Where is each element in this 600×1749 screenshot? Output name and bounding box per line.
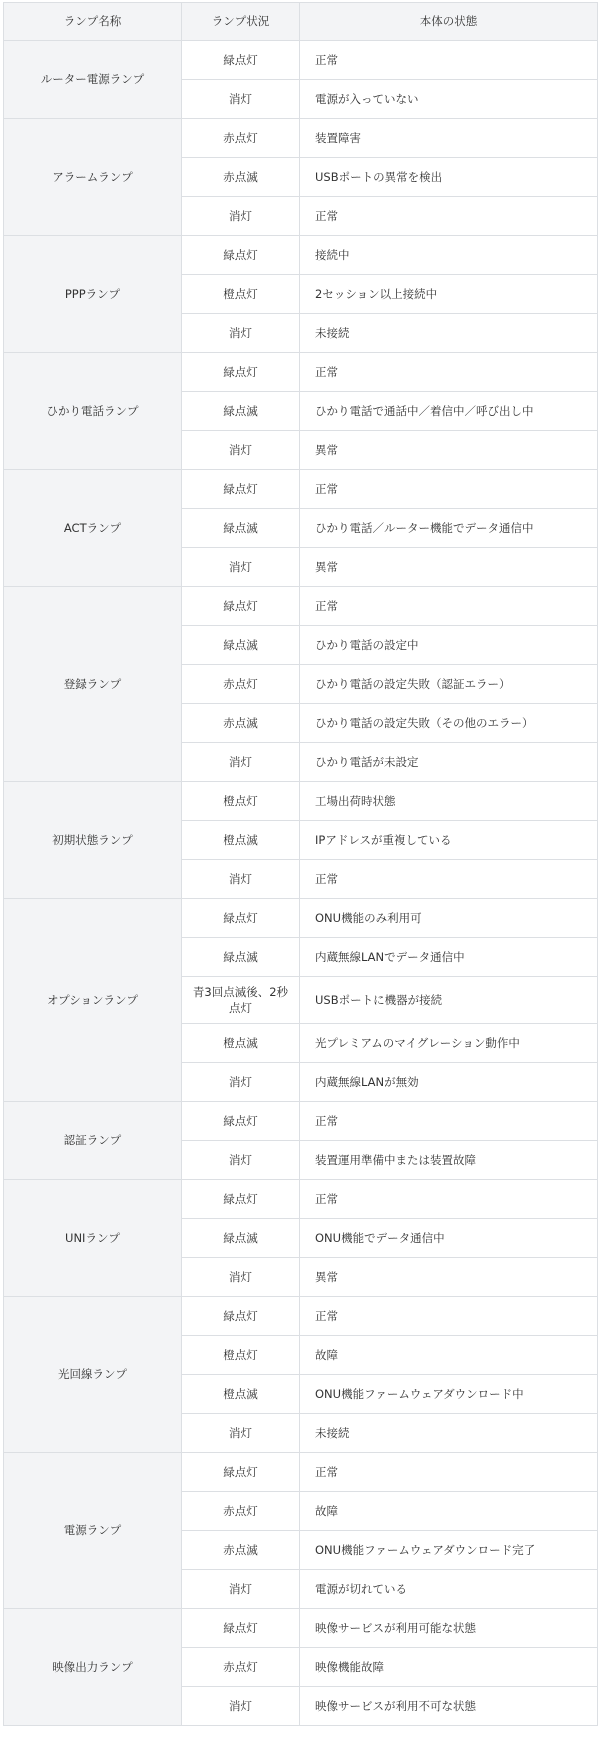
device-state-cell: 正常: [300, 470, 598, 509]
table-header-row: [4, 3, 598, 41]
lamp-status-cell: 緑点滅: [182, 626, 300, 665]
lamp-name-cell: オプションランプ: [4, 899, 182, 1102]
lamp-status-cell: 消灯: [182, 548, 300, 587]
lamp-name-cell: 光回線ランプ: [4, 1297, 182, 1453]
device-state-cell: 未接続: [300, 1414, 598, 1453]
lamp-status-cell: 緑点灯: [182, 236, 300, 275]
device-state-cell: 異常: [300, 548, 598, 587]
table-body: [4, 41, 598, 1726]
table-row: [4, 1297, 598, 1336]
device-state-cell: 映像サービスが利用不可な状態: [300, 1687, 598, 1726]
lamp-status-cell: 消灯: [182, 431, 300, 470]
table-row: [4, 236, 598, 275]
device-state-cell: 映像サービスが利用可能な状態: [300, 1609, 598, 1648]
device-state-cell: 映像機能故障: [300, 1648, 598, 1687]
lamp-status-cell: 緑点灯: [182, 470, 300, 509]
lamp-status-cell: 緑点滅: [182, 509, 300, 548]
lamp-status-cell: 消灯: [182, 80, 300, 119]
table-row: [4, 1609, 598, 1648]
lamp-name-cell: PPPランプ: [4, 236, 182, 353]
table-row: [4, 587, 598, 626]
device-state-cell: 正常: [300, 1297, 598, 1336]
device-state-cell: ひかり電話／ルーター機能でデータ通信中: [300, 509, 598, 548]
device-state-cell: 接続中: [300, 236, 598, 275]
lamp-status-cell: 赤点滅: [182, 704, 300, 743]
table-row: [4, 119, 598, 158]
lamp-status-cell: 緑点灯: [182, 41, 300, 80]
lamp-name-cell: 映像出力ランプ: [4, 1609, 182, 1726]
lamp-status-cell: 消灯: [182, 1687, 300, 1726]
device-state-cell: 正常: [300, 1453, 598, 1492]
lamp-status-cell: 緑点灯: [182, 899, 300, 938]
table-row: [4, 1453, 598, 1492]
table-row: [4, 41, 598, 80]
lamp-name-cell: 認証ランプ: [4, 1102, 182, 1180]
device-state-cell: 内蔵無線LANが無効: [300, 1063, 598, 1102]
device-state-cell: 異常: [300, 1258, 598, 1297]
lamp-name-cell: 電源ランプ: [4, 1453, 182, 1609]
lamp-status-cell: 消灯: [182, 1570, 300, 1609]
lamp-status-cell: 緑点灯: [182, 1180, 300, 1219]
device-state-cell: 正常: [300, 1102, 598, 1141]
table-row: [4, 899, 598, 938]
lamp-status-cell: 橙点灯: [182, 1336, 300, 1375]
device-state-cell: 正常: [300, 41, 598, 80]
header-lamp-name: ランプ名称: [4, 3, 182, 41]
lamp-status-cell: 橙点灯: [182, 782, 300, 821]
device-state-cell: ひかり電話の設定中: [300, 626, 598, 665]
lamp-status-cell: 消灯: [182, 1258, 300, 1297]
header-device-state: 本体の状態: [300, 3, 598, 41]
lamp-status-cell: 赤点灯: [182, 1648, 300, 1687]
lamp-status-cell: 青3回点滅後、2秒点灯: [182, 977, 300, 1024]
lamp-status-cell: 緑点滅: [182, 1219, 300, 1258]
device-state-cell: ひかり電話が未設定: [300, 743, 598, 782]
lamp-status-cell: 緑点灯: [182, 1297, 300, 1336]
lamp-status-cell: 赤点滅: [182, 1531, 300, 1570]
device-state-cell: 装置障害: [300, 119, 598, 158]
lamp-name-cell: ACTランプ: [4, 470, 182, 587]
lamp-name-cell: ルーター電源ランプ: [4, 41, 182, 119]
device-state-cell: 光プレミアムのマイグレーション動作中: [300, 1024, 598, 1063]
table-row: [4, 1102, 598, 1141]
lamp-status-cell: 赤点灯: [182, 119, 300, 158]
device-state-cell: 正常: [300, 587, 598, 626]
lamp-status-cell: 緑点灯: [182, 1102, 300, 1141]
lamp-name-cell: 初期状態ランプ: [4, 782, 182, 899]
lamp-status-cell: 緑点灯: [182, 587, 300, 626]
lamp-status-cell: 橙点滅: [182, 1375, 300, 1414]
table-row: [4, 782, 598, 821]
lamp-status-cell: 赤点滅: [182, 158, 300, 197]
lamp-name-cell: ひかり電話ランプ: [4, 353, 182, 470]
device-state-cell: 装置運用準備中または装置故障: [300, 1141, 598, 1180]
device-state-cell: 未接続: [300, 314, 598, 353]
device-state-cell: ひかり電話の設定失敗（その他のエラー）: [300, 704, 598, 743]
lamp-name-cell: UNIランプ: [4, 1180, 182, 1297]
device-state-cell: 電源が入っていない: [300, 80, 598, 119]
lamp-status-cell: 消灯: [182, 1141, 300, 1180]
lamp-status-table: [3, 2, 598, 1726]
device-state-cell: ONU機能ファームウェアダウンロード完了: [300, 1531, 598, 1570]
device-state-cell: ONU機能でデータ通信中: [300, 1219, 598, 1258]
lamp-status-cell: 緑点灯: [182, 353, 300, 392]
device-state-cell: 故障: [300, 1336, 598, 1375]
device-state-cell: 工場出荷時状態: [300, 782, 598, 821]
table-row: [4, 353, 598, 392]
device-state-cell: 電源が切れている: [300, 1570, 598, 1609]
lamp-status-cell: 緑点灯: [182, 1609, 300, 1648]
lamp-status-cell: 緑点滅: [182, 392, 300, 431]
device-state-cell: ひかり電話の設定失敗（認証エラー）: [300, 665, 598, 704]
device-state-cell: 内蔵無線LANでデータ通信中: [300, 938, 598, 977]
device-state-cell: 正常: [300, 353, 598, 392]
lamp-status-cell: 消灯: [182, 314, 300, 353]
lamp-status-cell: 消灯: [182, 1414, 300, 1453]
header-lamp-status: ランプ状況: [182, 3, 300, 41]
lamp-status-cell: 橙点滅: [182, 1024, 300, 1063]
lamp-status-cell: 赤点灯: [182, 1492, 300, 1531]
device-state-cell: ONU機能ファームウェアダウンロード中: [300, 1375, 598, 1414]
device-state-cell: USBポートに機器が接続: [300, 977, 598, 1024]
lamp-status-cell: 緑点滅: [182, 938, 300, 977]
lamp-status-cell: 消灯: [182, 743, 300, 782]
lamp-name-cell: 登録ランプ: [4, 587, 182, 782]
device-state-cell: IPアドレスが重複している: [300, 821, 598, 860]
table-row: [4, 1180, 598, 1219]
device-state-cell: 正常: [300, 197, 598, 236]
lamp-status-cell: 赤点灯: [182, 665, 300, 704]
device-state-cell: 2セッション以上接続中: [300, 275, 598, 314]
lamp-status-cell: 消灯: [182, 860, 300, 899]
lamp-status-cell: 橙点灯: [182, 275, 300, 314]
lamp-status-cell: 橙点滅: [182, 821, 300, 860]
lamp-name-cell: アラームランプ: [4, 119, 182, 236]
device-state-cell: 正常: [300, 1180, 598, 1219]
device-state-cell: 故障: [300, 1492, 598, 1531]
device-state-cell: ひかり電話で通話中／着信中／呼び出し中: [300, 392, 598, 431]
table-row: [4, 470, 598, 509]
device-state-cell: 正常: [300, 860, 598, 899]
lamp-status-cell: 緑点灯: [182, 1453, 300, 1492]
device-state-cell: ONU機能のみ利用可: [300, 899, 598, 938]
device-state-cell: 異常: [300, 431, 598, 470]
lamp-status-cell: 消灯: [182, 1063, 300, 1102]
device-state-cell: USBポートの異常を検出: [300, 158, 598, 197]
lamp-status-cell: 消灯: [182, 197, 300, 236]
